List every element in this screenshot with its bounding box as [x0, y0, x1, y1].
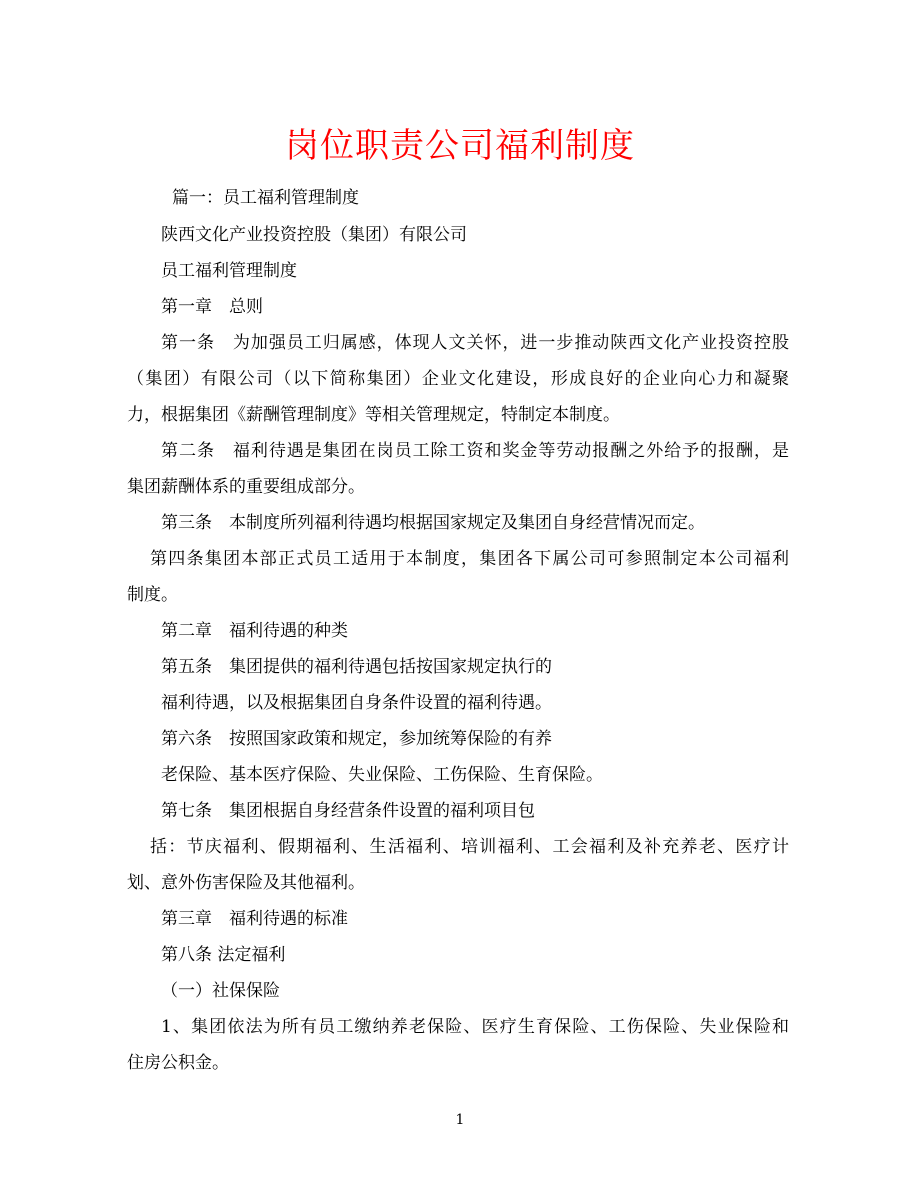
paragraph-line-article-4-b: 制度。 [127, 585, 178, 605]
paragraph-line-item-1-b: 住房公积金。 [127, 1053, 229, 1073]
paragraph-line-article-2-b: 集团薪酬体系的重要组成部分。 [127, 477, 365, 497]
paragraph-line-article-5-b: 福利待遇，以及根据集团自身条件设置的福利待遇。 [161, 693, 552, 713]
paragraph-line-item-1-a: 1、集团依法为所有员工缴纳养老保险、医疗生育保险、工伤保险、失业保险和 [161, 1017, 789, 1037]
paragraph-line-article-1-a: 第一条 为加强员工归属感，体现人文关怀，进一步推动陕西文化产业投资控股 [161, 333, 789, 353]
paragraph-line-company-name: 陕西文化产业投资控股（集团）有限公司 [161, 225, 467, 245]
paragraph-line-article-3: 第三条 本制度所列福利待遇均根据国家规定及集团自身经营情况而定。 [161, 513, 705, 533]
paragraph-line-article-8: 第八条 法定福利 [161, 945, 286, 965]
paragraph-line-social-insurance: （一）社保保险 [161, 981, 280, 1001]
page-number: 1 [455, 1112, 465, 1128]
paragraph-line-article-5-a: 第五条 集团提供的福利待遇包括按国家规定执行的 [161, 657, 552, 677]
paragraph-line-article-1-c: 力，根据集团《薪酬管理制度》等相关管理规定，特制定本制度。 [127, 405, 620, 425]
paragraph-line-article-6-a: 第六条 按照国家政策和规定，参加统筹保险的有养 [161, 729, 552, 749]
paragraph-line-chapter-1: 第一章 总则 [161, 297, 263, 317]
paragraph-line-article-7-c: 划、意外伤害保险及其他福利。 [127, 873, 365, 893]
paragraph-line-article-6-b: 老保险、基本医疗保险、失业保险、工伤保险、生育保险。 [161, 765, 603, 785]
paragraph-line-article-1-b: （集团）有限公司（以下简称集团）企业文化建设，形成良好的企业向心力和凝聚 [127, 369, 789, 389]
paragraph-line-chapter-2: 第二章 福利待遇的种类 [161, 621, 348, 641]
paragraph-line-article-7-b: 括：节庆福利、假期福利、生活福利、培训福利、工会福利及补充养老、医疗计 [150, 837, 789, 857]
paragraph-line-regulation-name: 员工福利管理制度 [161, 261, 297, 281]
paragraph-line-article-7-a: 第七条 集团根据自身经营条件设置的福利项目包 [161, 801, 535, 821]
paragraph-line-article-2-a: 第二条 福利待遇是集团在岗员工除工资和奖金等劳动报酬之外给予的报酬，是 [161, 441, 789, 461]
paragraph-line-chapter-3: 第三章 福利待遇的标准 [161, 909, 348, 929]
page-title: 岗位职责公司福利制度 [285, 126, 635, 166]
paragraph-line-part-heading: 篇一：员工福利管理制度 [172, 188, 359, 208]
paragraph-line-article-4-a: 第四条集团本部正式员工适用于本制度，集团各下属公司可参照制定本公司福利 [150, 549, 789, 569]
